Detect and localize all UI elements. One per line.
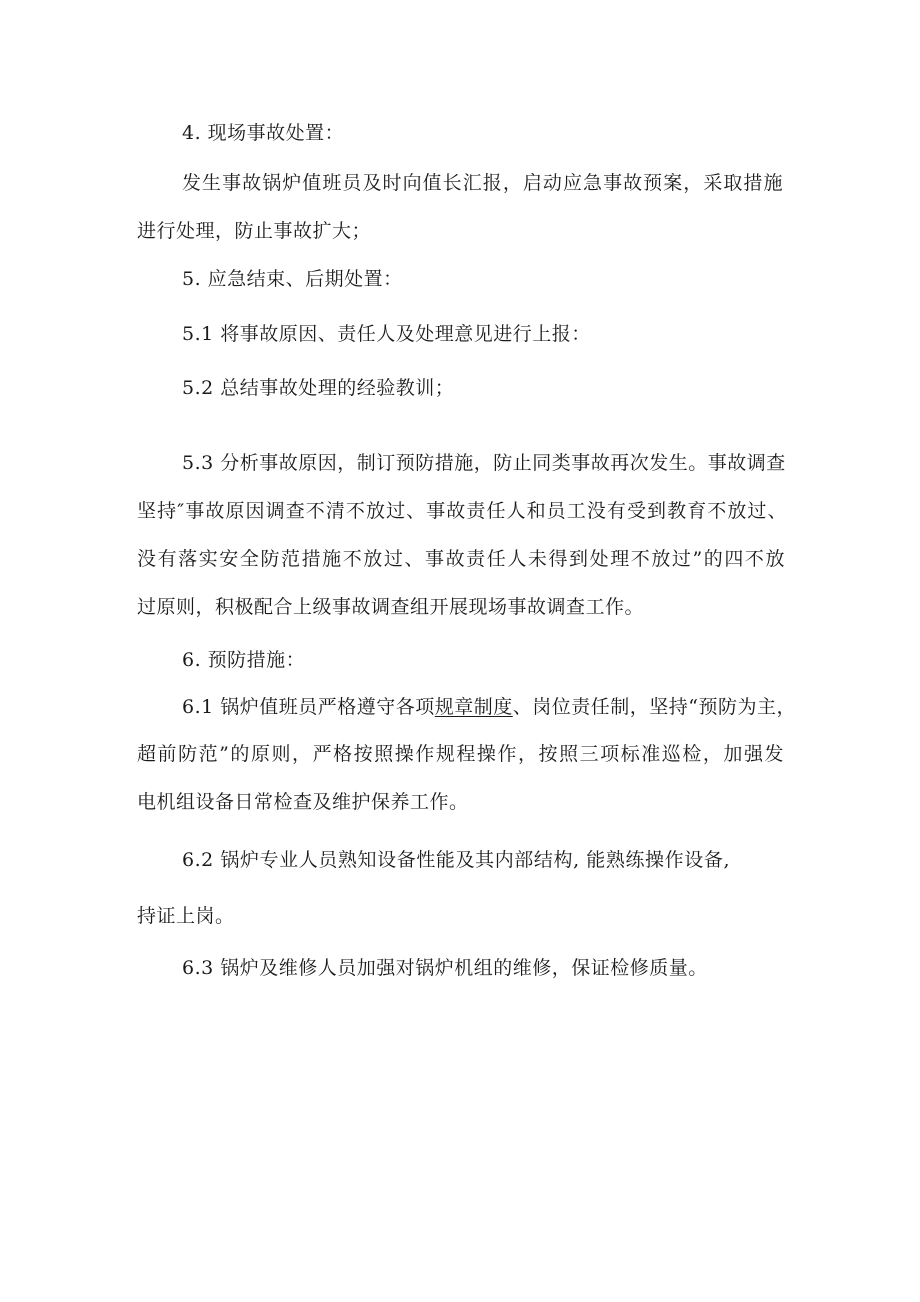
heading-5-emergency-end: 5. 应急结束、后期处置： [182, 268, 403, 290]
item-5-3-line-3: 没有落实安全防范措施不放过、事故责任人未得到处理不放过”的四不放 [137, 548, 785, 570]
item-6-1-line-1 [182, 694, 796, 720]
item-6-1-line-3: 电机组设备日常检查及维护保养工作。 [137, 791, 469, 813]
item-6-2-line-2: 持证上岗。 [137, 905, 235, 927]
heading-4-onsite-handling: 4. 现场事故处置： [182, 122, 345, 144]
item-6-1-text-before: 6.1 锅炉值班员严格遵守各项 [182, 696, 435, 718]
paragraph-4-line-1: 发生事故锅炉值班员及时向值长汇报，启动应急事故预案，采取措施 [182, 172, 783, 194]
item-5-1: 5.1 将事故原因、责任人及处理意见进行上报： [182, 323, 591, 345]
item-5-3-line-2: 坚持″事故原因调查不清不放过、事故责任人和员工没有受到教育不放过、 [137, 500, 787, 522]
item-6-1-line-2: 超前防范”的原则，严格按照操作规程操作，按照三项标准巡检，加强发 [137, 743, 784, 765]
heading-6-prevention: 6. 预防措施： [182, 649, 306, 671]
paragraph-4-line-2: 进行处理，防止事故扩大； [137, 220, 372, 242]
item-5-3-line-4: 过原则，积极配合上级事故调查组开展现场事故调查工作。 [137, 596, 645, 618]
item-6-1-text-after: 、岗位责任制，坚持“预防为主， [512, 696, 796, 718]
item-6-2-line-1: 6.2 锅炉专业人员熟知设备性能及其内部结构, 能熟练操作设备, [182, 849, 730, 871]
item-5-2: 5.2 总结事故处理的经验教训； [182, 377, 455, 399]
item-5-3-line-1: 5.3 分析事故原因，制订预防措施，防止同类事故再次发生。事故调查 [182, 452, 786, 474]
regulations-link[interactable]: 规章制度 [434, 696, 513, 718]
item-6-3: 6.3 锅炉及维修人员加强对锅炉机组的维修，保证检修质量。 [182, 957, 708, 979]
